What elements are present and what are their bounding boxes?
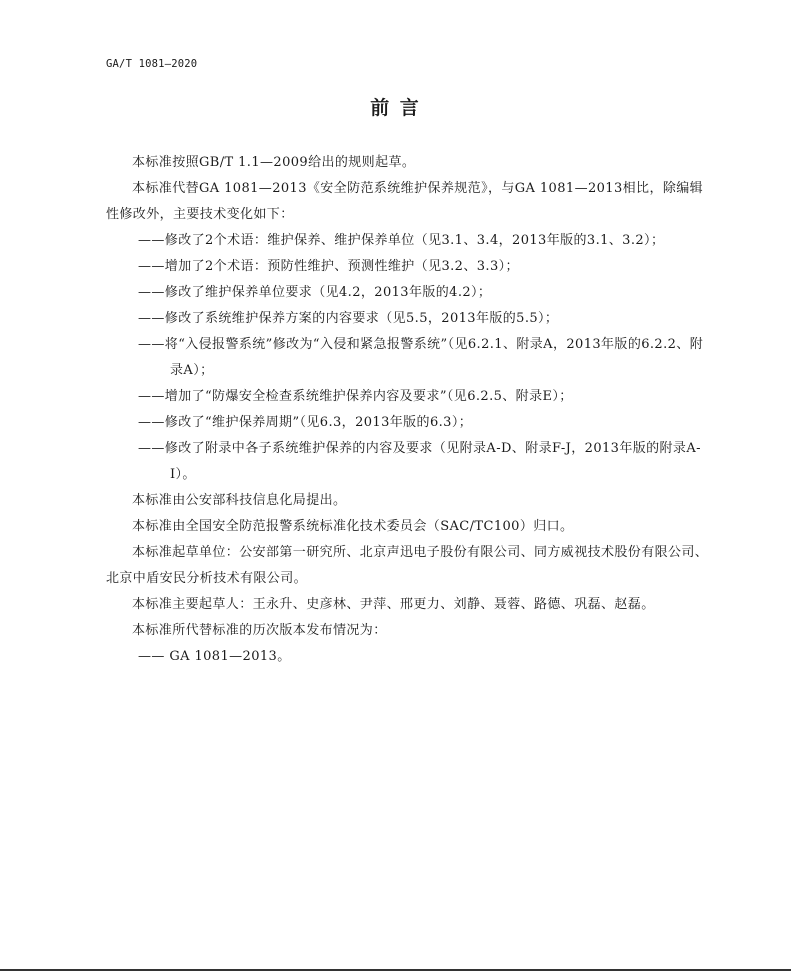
paragraph-history-intro: 本标准所代替标准的历次版本发布情况为： — [132, 623, 387, 638]
change-item: ——增加了“防爆安全检查系统维护保养内容及要求”（见6.2.5、附录E）； — [138, 389, 573, 404]
paragraph-drafting-units: 本标准起草单位：公安部第一研究所、北京声迅电子股份有限公司、同方威视技术股份有限公司、北京中盾安民分析技术有限公司。 — [106, 545, 709, 586]
page-title: 前 言 — [370, 97, 421, 119]
paragraph-replacement: 本标准代替GA 1081—2013《安全防范系统维护保养规范》，与GA 1081—2013相比，除编辑性修改外，主要技术变化如下： — [106, 181, 704, 222]
change-item: ——修改了“维护保养周期”（见6.3，2013年版的6.3）； — [138, 415, 473, 430]
change-item: ——将“入侵报警系统”修改为“入侵和紧急报警系统”（见6.2.1、附录A，2013年版的6.2.2、附录A）； — [138, 337, 704, 378]
paragraph-drafters: 本标准主要起草人：王永升、史彦林、尹萍、邢更力、刘静、聂蓉、路德、巩磊、赵磊。 — [132, 597, 655, 612]
paragraph-drafting-rules: 本标准按照GB/T 1.1—2009给出的规则起草。 — [132, 155, 416, 170]
change-item: ——修改了系统维护保养方案的内容要求（见5.5，2013年版的5.5）； — [138, 311, 559, 326]
history-item: —— GA 1081—2013。 — [138, 649, 291, 664]
change-item: ——增加了2个术语：预防性维护、预测性维护（见3.2、3.3）； — [138, 259, 519, 274]
change-item: ——修改了2个术语：维护保养、维护保养单位（见3.1、3.4，2013年版的3.1、3.2）； — [138, 233, 665, 248]
paragraph-committee: 本标准由全国安全防范报警系统标准化技术委员会（SAC/TC100）归口。 — [132, 519, 574, 534]
page-bottom-divider — [0, 969, 791, 971]
paragraph-proposer: 本标准由公安部科技信息化局提出。 — [132, 493, 347, 508]
foreword-body — [106, 150, 714, 670]
document-id-header: GA/T 1081—2020 — [106, 58, 198, 70]
change-item: ——修改了附录中各子系统维护保养的内容及要求（见附录A-D、附录F-J，2013年版的附录A-I）。 — [138, 441, 701, 482]
change-item: ——修改了维护保养单位要求（见4.2，2013年版的4.2）； — [138, 285, 492, 300]
